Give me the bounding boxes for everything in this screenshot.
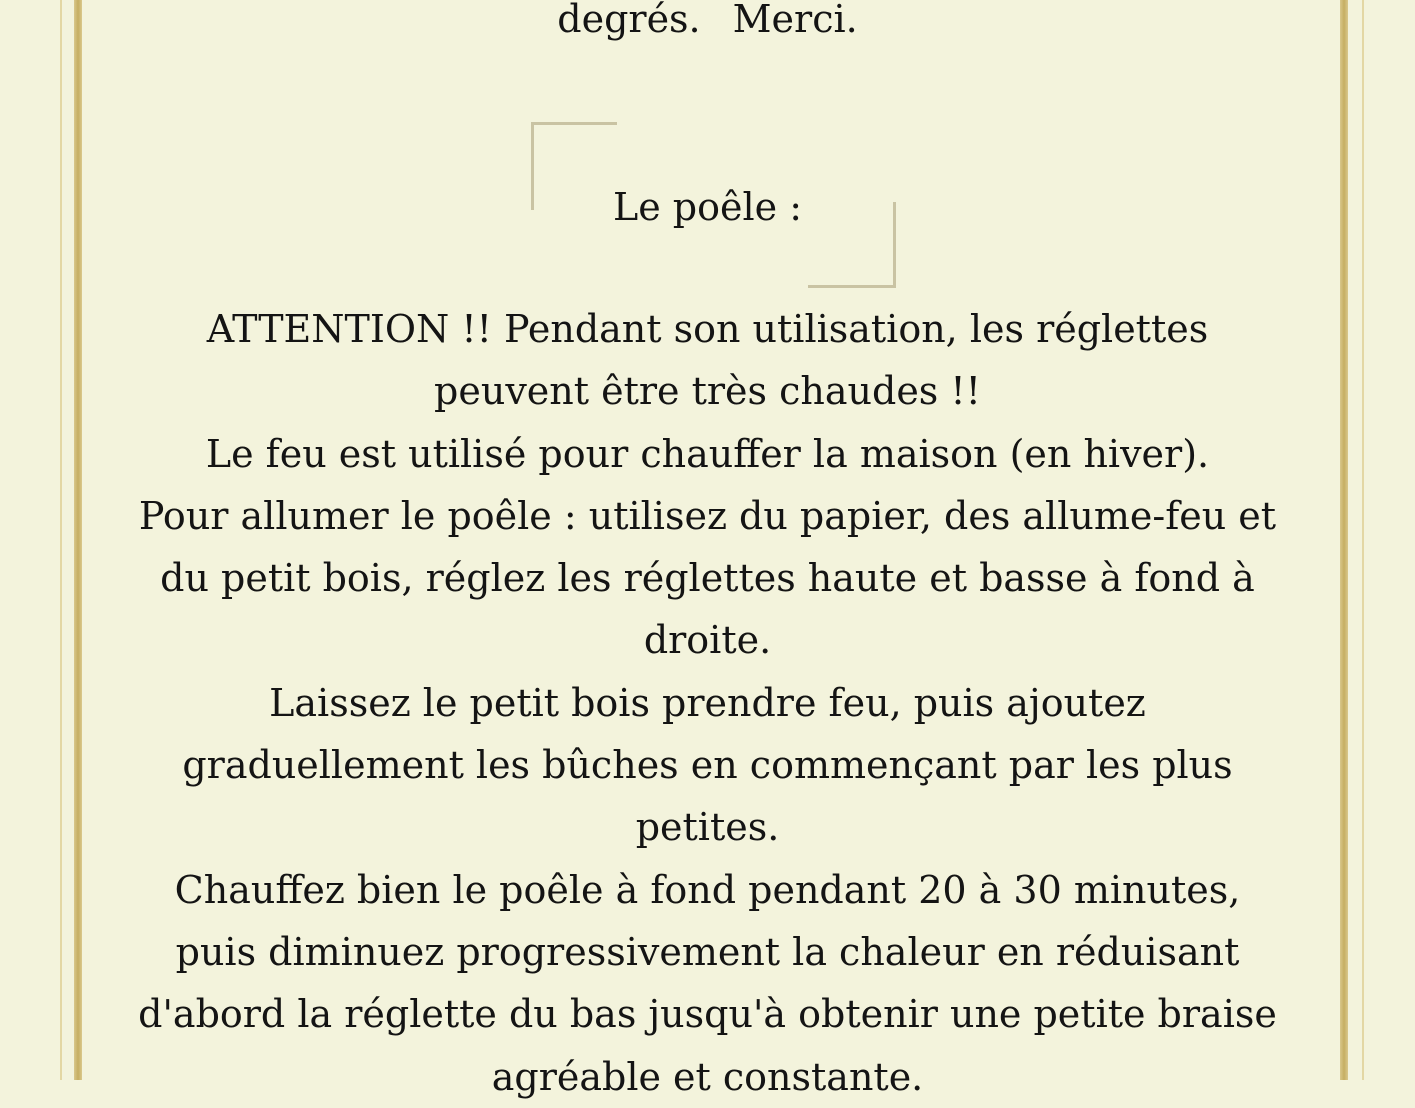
instruction-line: graduellement les bûches en commençant par les plus [182, 743, 1233, 788]
frame-border-left-outer [60, 0, 62, 1080]
intro-fragment: degrés. [557, 0, 701, 41]
instruction-line: petites. [635, 805, 780, 850]
section-title: Le poêle : [612, 185, 803, 229]
instructions-body [100, 298, 1315, 1108]
instruction-line: Pour allumer le poêle : utilisez du papier, des allume-feu et [138, 493, 1277, 538]
instruction-line: agréable et constante. [491, 1054, 924, 1099]
instruction-line: puis diminuez progressivement la chaleur en réduisant [175, 929, 1240, 974]
instruction-line: du petit bois, réglez les réglettes haute et basse à fond à [160, 556, 1255, 601]
intro-thanks: Merci. [732, 0, 858, 41]
instruction-line: ATTENTION !! Pendant son utilisation, les réglettes [206, 307, 1209, 351]
instruction-line: d'abord la réglette du bas jusqu'à obtenir une petite braise [138, 992, 1277, 1037]
instruction-line: Laissez le petit bois prendre feu, puis ajoutez [269, 680, 1146, 725]
instruction-line: Chauffez bien le poêle à fond pendant 20 à 30 minutes, [174, 867, 1241, 912]
frame-border-left-inner [74, 0, 82, 1080]
instruction-line: droite. [643, 618, 772, 663]
instruction-line: Le feu est utilisé pour chauffer la maison (en hiver). [205, 431, 1210, 476]
frame-border-right-inner [1340, 0, 1348, 1080]
instruction-line: peuvent être très chaudes !! [434, 369, 981, 414]
intro-text [100, 0, 1315, 50]
frame-border-right-outer [1362, 0, 1364, 1080]
